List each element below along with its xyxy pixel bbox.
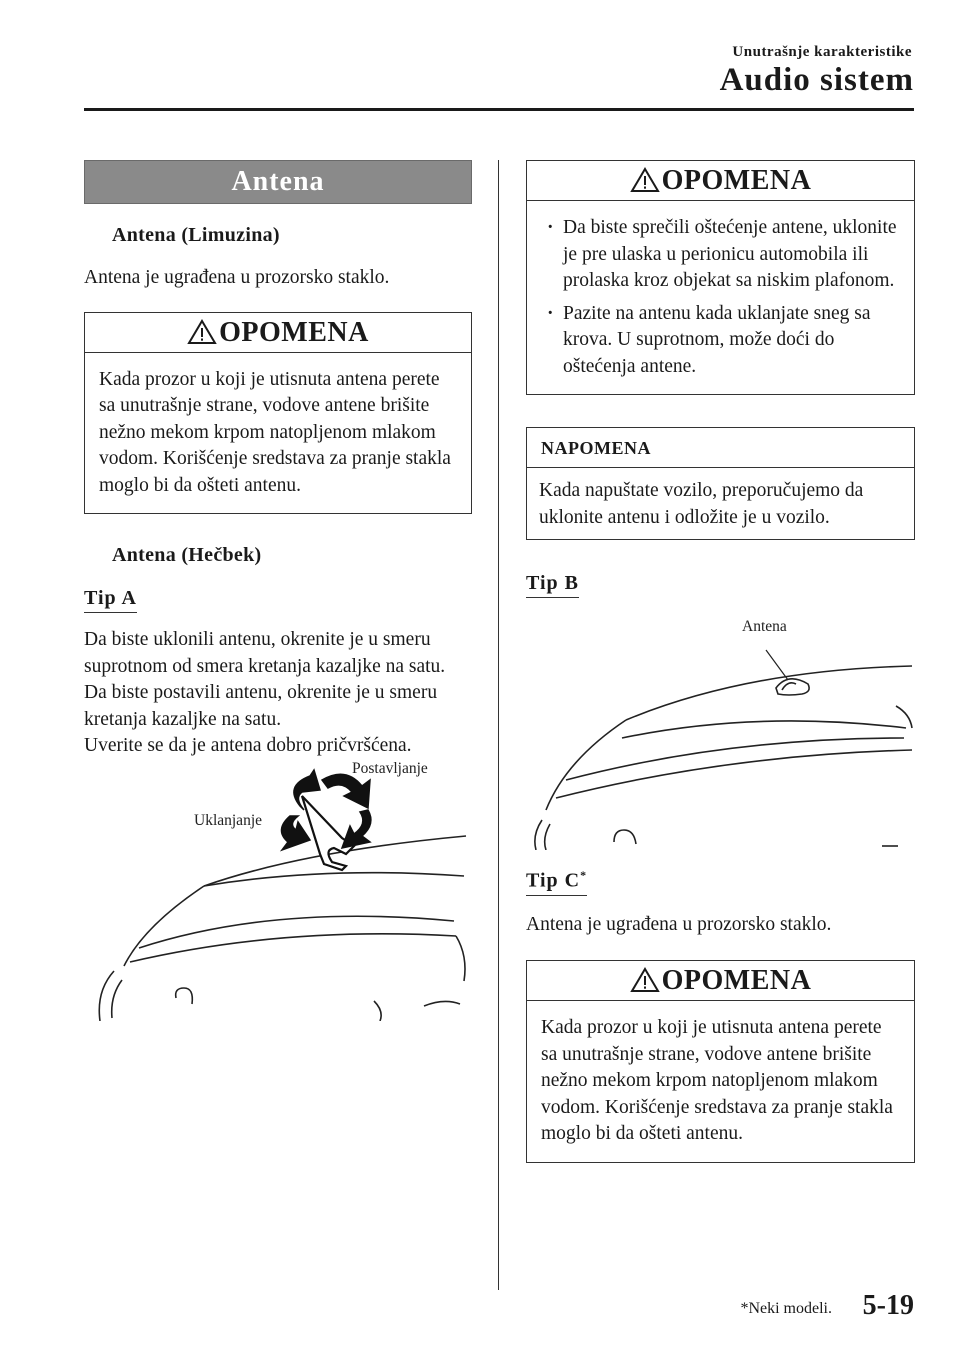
warning-title: OPOMENA	[661, 965, 812, 997]
label-postavljanje: Postavljanje	[352, 759, 428, 777]
note-box	[526, 427, 915, 540]
warning-box-3	[526, 960, 915, 1163]
tip-a-line: Uverite se da je antena dobro pričvršćena.	[84, 735, 412, 756]
footnote: *Neki modeli.	[740, 1300, 832, 1317]
figure-tip-a	[84, 759, 472, 1021]
warning-title: OPOMENA	[219, 316, 369, 348]
tip-a-line: Da biste uklonili antenu, okrenite je u smeru suprotnom od smera kretanja kazaljke na satu.	[84, 629, 446, 677]
warning-header	[85, 313, 471, 353]
warning-text: Kada prozor u koji je utisnuta antena perete sa unutrašnje strane, vodove antene brišite nežno mekom krpom natopljenom mlakom vodom. Korišćenje sredstava za pranje stakla moglo bi da ošteti antenu.	[541, 1017, 893, 1145]
right-column	[526, 160, 915, 1163]
page-title: Audio sistem	[719, 62, 914, 98]
tip-a-line: Da biste postavili antenu, okrenite je u smeru kretanja kazaljke na satu.	[84, 682, 438, 730]
tip-b-label: Tip B	[526, 572, 579, 598]
subhead-limuzina: Antena (Limuzina)	[112, 224, 280, 246]
paragraph-limuzina: Antena je ugrađena u prozorsko staklo.	[84, 267, 390, 288]
tip-c-label	[526, 868, 587, 896]
tip-a-label: Tip A	[84, 587, 137, 613]
warning-text: Kada prozor u koji je utisnuta antena perete sa unutrašnje strane, vodove antene brišite nežno mekom krpom natopljenom mlakom vodom. Korišćenje sredstava za pranje stakla moglo bi da ošteti antenu.	[99, 368, 451, 496]
label-uklanjanje: Uklanjanje	[194, 811, 263, 829]
column-divider	[498, 160, 499, 1290]
warning-bullet: · Pazite na antenu kada uklanjate sneg sa krova. U suprotnom, može doći do oštećenja antene.	[541, 301, 900, 381]
footnote-mark: *	[580, 868, 588, 882]
warning-triangle-icon	[630, 967, 660, 993]
warning-triangle-icon	[630, 167, 660, 193]
label-antena: Antena	[742, 618, 787, 635]
tip-a-text	[84, 627, 472, 760]
warning-bullet: · Da biste sprečili oštećenje antene, uklonite je pre ulaska u perionicu automobila ili prolaska kroz objekat sa niskim plafonom.	[541, 215, 900, 295]
subhead-hecbek: Antena (Hečbek)	[112, 544, 262, 566]
page-number: 5-19	[862, 1290, 914, 1321]
section-title-antena: Antena	[84, 160, 472, 204]
figure-tip-b	[526, 610, 915, 850]
chapter-label: Unutrašnje karakteristike	[732, 44, 912, 60]
warning-triangle-icon	[187, 319, 217, 345]
car-rear-antenna-illustration	[526, 610, 915, 850]
left-column	[84, 160, 472, 1021]
note-text: Kada napuštate vozilo, preporučujemo da uklonite antenu i odložite je u vozilo.	[539, 480, 864, 528]
warning-bullets	[527, 201, 914, 394]
warning-box-1	[84, 312, 472, 515]
note-title: NAPOMENA	[527, 428, 914, 468]
paragraph-tip-c: Antena je ugrađena u prozorsko staklo.	[526, 913, 832, 935]
header-rule	[84, 108, 914, 111]
warning-title: OPOMENA	[661, 165, 812, 196]
warning-header	[527, 161, 914, 201]
warning-header	[527, 961, 914, 1001]
tip-c-text: Tip C	[526, 869, 581, 892]
car-roof-antenna-illustration	[84, 766, 472, 1021]
warning-box-2	[526, 160, 915, 395]
